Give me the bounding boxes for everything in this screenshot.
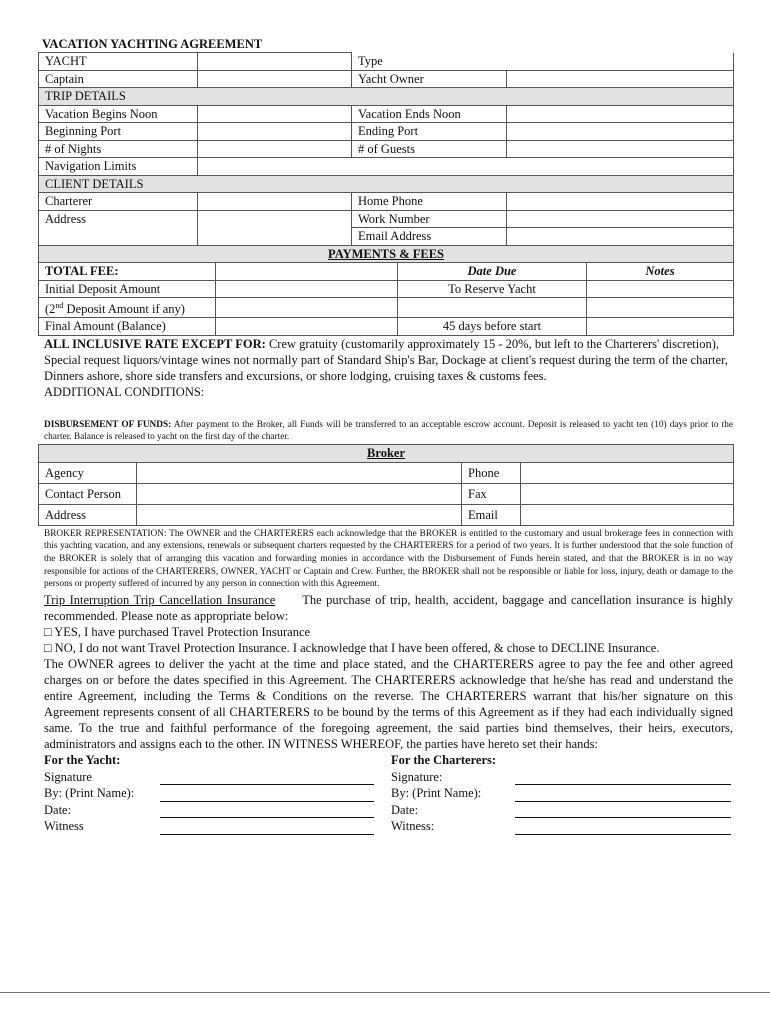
total-fee-field[interactable]: [216, 263, 398, 281]
charterer-field[interactable]: [198, 193, 352, 211]
yacht-signatures: [44, 752, 384, 835]
yacht-label: YACHT: [39, 53, 198, 71]
broker-fax-label: Fax: [462, 483, 521, 504]
second-notes-field[interactable]: [587, 298, 734, 318]
captain-label: Captain: [39, 70, 198, 88]
charterer-label: Charterer: [39, 193, 198, 211]
address-field[interactable]: [198, 210, 352, 245]
yacht-owner-label: Yacht Owner: [352, 70, 507, 88]
contact-person-label: Contact Person: [39, 483, 137, 504]
broker-representation-paragraph: BROKER REPRESENTATION: The OWNER and the CHARTERERS each acknowledge that the BROKER is entitled to the customary and usual brokerage fees in connection with this yachting vacation, and any extensions, renewals or subsequent charters requested by the CHARTERERS for a period of two years. It is further understood that the sole function of the BROKER is solely that of arranging this vacation and forwarding monies in accordance with the Disbursement of Funds herein stated, and that the BROKER is in no way responsible for actions of the CHARTERERS, OWNER, YACHT or Captain and Crew. Further, the BROKER shall not be responsible or liable for loss, injury, death or damage to the persons or property suffered of incurred by any person in connection with this Agreement.: [44, 528, 733, 590]
yacht-signature-label: Signature: [44, 769, 92, 784]
yacht-date-label: Date:: [44, 802, 72, 817]
charterer-signature-label: Signature:: [391, 769, 443, 784]
broker-email-field[interactable]: [521, 504, 734, 525]
type-field[interactable]: [507, 53, 734, 71]
second-deposit-label: (2nd Deposit Amount if any): [39, 298, 216, 318]
home-phone-label: Home Phone: [352, 193, 507, 211]
inclusive-rate-label: ALL INCLUSIVE RATE EXCEPT FOR:: [44, 336, 266, 351]
vacation-begins-field[interactable]: [198, 105, 352, 123]
home-phone-field[interactable]: [507, 193, 734, 211]
yacht-field[interactable]: [198, 53, 352, 71]
broker-fax-field[interactable]: [521, 483, 734, 504]
charterer-date-label: Date:: [391, 802, 419, 817]
nights-field[interactable]: [198, 140, 352, 158]
broker-phone-label: Phone: [462, 462, 521, 483]
guests-field[interactable]: [507, 140, 734, 158]
document-title: VACATION YACHTING AGREEMENT: [42, 37, 263, 51]
type-label: Type: [352, 53, 507, 71]
charterer-signature-line[interactable]: [515, 772, 731, 785]
agreement-paragraph: The OWNER agrees to deliver the yacht at the time and place stated, and the CHARTERERS agree to pay the fee and other agreed charges on or before the dates specified in this Agreement. The CHARTERERS acknowledge that he/she has read and understand the entire Agreement, including the Terms & Conditions on the reverse. The CHARTERERS warrant that his/her signature on this Agreement represents consent of all CHARTERERS to be bound by the terms of this Agreement as if they had each individually signed same. To the true and faithful performance of the foregoing agreement, the said parties bind themselves, their heirs, executors, administrators and assigns each to the other. IN WITNESS WHEREOF, the parties have hereto set their hands:: [44, 657, 733, 752]
charterer-witness-line[interactable]: [515, 822, 731, 835]
additional-conditions-label: ADDITIONAL CONDITIONS:: [44, 384, 205, 399]
contact-person-field[interactable]: [137, 483, 462, 504]
broker-address-field[interactable]: [137, 504, 462, 525]
navigation-limits-label: Navigation Limits: [39, 158, 198, 176]
yacht-date-line[interactable]: [160, 805, 374, 818]
captain-field[interactable]: [198, 70, 352, 88]
navigation-limits-field[interactable]: [198, 158, 734, 176]
insurance-heading: Trip Interruption Trip Cancellation Insurance: [44, 593, 276, 608]
disbursement-text: After payment to the Broker, all Funds will be transferred to an acceptable escrow account. Deposit is released to yacht ten (10) days prior to the charter. Balance is released to yacht on the first day of the charter.: [44, 419, 734, 443]
yacht-owner-field[interactable]: [507, 70, 734, 88]
agency-label: Agency: [39, 462, 137, 483]
ending-port-field[interactable]: [507, 123, 734, 141]
beginning-port-field[interactable]: [198, 123, 352, 141]
charterer-signatures: [391, 752, 733, 835]
broker-phone-field[interactable]: [521, 462, 734, 483]
email-address-field[interactable]: [507, 228, 734, 246]
ending-port-label: Ending Port: [352, 123, 507, 141]
notes-header: Notes: [587, 263, 734, 281]
vacation-begins-label: Vacation Begins Noon: [39, 105, 198, 123]
initial-notes-field[interactable]: [587, 280, 734, 298]
date-due-header: Date Due: [398, 263, 587, 281]
charterer-date-line[interactable]: [515, 805, 731, 818]
client-details-heading: CLIENT DETAILS: [39, 175, 734, 193]
payments-table: [38, 246, 734, 336]
insurance-paragraph: [38, 592, 733, 624]
vacation-ends-label: Vacation Ends Noon: [352, 105, 507, 123]
address-label: Address: [39, 210, 198, 245]
charterer-print-name-line[interactable]: [515, 789, 731, 802]
second-deposit-field[interactable]: [216, 298, 398, 318]
insurance-no-option[interactable]: □ NO, I do not want Travel Protection Insurance. I acknowledge that I have been offered, & chose to DECLINE Insurance.: [44, 641, 660, 656]
broker-heading: Broker: [39, 444, 734, 462]
agreement-document: [38, 37, 733, 832]
yacht-print-name-label: By: (Print Name):: [44, 786, 135, 801]
charterer-witness-label: Witness:: [391, 819, 435, 834]
inclusive-rate-text: Crew gratuity (customarily approximately 15 - 20%, but left to the Charterers' discretion), Special request liquors/vintage wines not normally part of Standard Ship's Bar, Dockage at client's request during the term of the charter, Dinners ashore, shore side transfers and excursions, or shore lodging, cruising taxes & customs fees.: [44, 336, 728, 383]
charterer-print-name-label: By: (Print Name):: [391, 786, 482, 801]
final-amount-field[interactable]: [216, 318, 398, 336]
yacht-signature-line[interactable]: [160, 772, 374, 785]
initial-deposit-label: Initial Deposit Amount: [39, 280, 216, 298]
disbursement-paragraph: [38, 419, 733, 444]
trip-details-heading: TRIP DETAILS: [39, 88, 734, 106]
disbursement-label: DISBURSEMENT OF FUNDS:: [44, 419, 172, 430]
broker-email-label: Email: [462, 504, 521, 525]
broker-table: [38, 444, 734, 526]
insurance-yes-option[interactable]: □ YES, I have purchased Travel Protection Insurance: [44, 625, 311, 640]
broker-address-label: Address: [39, 504, 137, 525]
signature-block: [38, 752, 733, 832]
guests-label: # of Guests: [352, 140, 507, 158]
yacht-witness-label: Witness: [44, 819, 84, 834]
beginning-port-label: Beginning Port: [39, 123, 198, 141]
for-yacht-heading: For the Yacht:: [44, 753, 121, 768]
details-table: [38, 52, 734, 246]
vacation-ends-field[interactable]: [507, 105, 734, 123]
yacht-witness-line[interactable]: [160, 822, 374, 835]
yacht-print-name-line[interactable]: [160, 789, 374, 802]
initial-deposit-field[interactable]: [216, 280, 398, 298]
second-due-field[interactable]: [398, 298, 587, 318]
nights-label: # of Nights: [39, 140, 198, 158]
total-fee-label: TOTAL FEE:: [39, 263, 216, 281]
page-bottom-rule: [0, 992, 770, 993]
payments-heading: PAYMENTS & FEES: [39, 246, 734, 263]
agency-field[interactable]: [137, 462, 462, 483]
initial-due-value: To Reserve Yacht: [398, 280, 587, 298]
insurance-text: The purchase of trip, health, accident, baggage and cancellation insurance is highly recommended. Please note as appropriate below:: [44, 593, 734, 624]
final-notes-field[interactable]: [587, 318, 734, 336]
inclusive-rate-paragraph: [38, 336, 733, 384]
work-number-field[interactable]: [507, 210, 734, 228]
final-amount-label: Final Amount (Balance): [39, 318, 216, 336]
work-number-label: Work Number: [352, 210, 507, 228]
for-charterers-heading: For the Charterers:: [391, 753, 497, 768]
final-due-value: 45 days before start: [398, 318, 587, 336]
email-address-label: Email Address: [352, 228, 507, 246]
